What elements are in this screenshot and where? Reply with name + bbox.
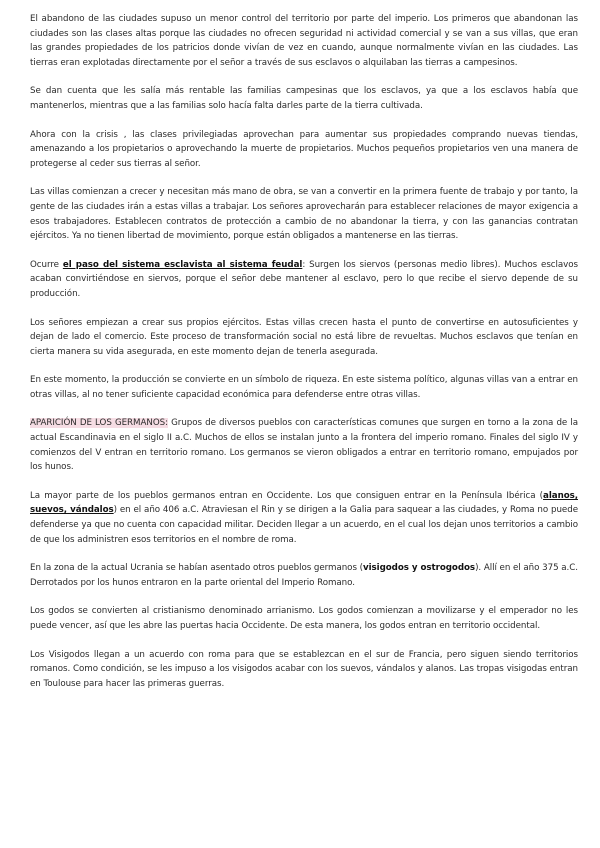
paragraph-text: Los godos se convierten al cristianismo denominado arrianismo. Los godos comienzan a movilizarse y el emperador no les puede vencer, así que les abre las puertas hacia Occidente. De esta manera, los godos entran en territorio occidental. [30, 606, 578, 631]
key-term-godos: visigodos y ostrogodos [362, 563, 476, 574]
paragraph-visigodos [30, 648, 578, 692]
paragraph-riqueza [30, 373, 578, 402]
paragraph-text: Ahora con la crisis , las clases privilegiadas aprovechan para aumentar sus propiedades comprando nuevas tiendas, amenazando a los propietarios o aprovechando la muerte de propietarios. Muchos pequeños propietarios ven una manera de protegerse al ceder sus tierras al señor. [30, 129, 578, 169]
paragraph-text-pre: En la zona de la actual Ucrania se habían asentado otros pueblos germanos ( [30, 563, 363, 574]
paragraph-text: En este momento, la producción se convierte en un símbolo de riqueza. En este sistema político, algunas villas van a entrar en otras villas, al no tener suficiente capacidad económica para defenderse entre otras villas. [30, 375, 578, 400]
paragraph-text-post: : Surgen los siervos (personas medio libres). Muchos esclavos acaban convirtiéndose en siervos, porque el señor debe mantener al esclavo, pero lo que recibe el siervo depende de su producción. [30, 259, 578, 299]
paragraph-text-post: ) en el año 406 a.C. Atraviesan el Rin y se dirigen a la Galia para saquear a las ciudades, y Roma no puede defenderse ya que no cuenta con capacidad militar. Deciden llegar a un acuerdo, en el cual los dejan unos territorios a cambio de que los administren esos territorios en el nombre de roma. [30, 505, 578, 545]
paragraph-text: El abandono de las ciudades supuso un menor control del territorio por parte del imperio. Los primeros que abandonan las ciudades son las clases altas porque las ciudades no ofrecen seguridad ni actividad comercial y se van a sus villas, que eran las grandes propiedades de los patricios donde vivían de vez en cuando, aunque normalmente vivían en las ciudades. Las tierras eran explotadas directamente por el señor a través de sus esclavos o alquilaban las tierras a campesinos. [30, 14, 578, 68]
paragraph-germanos [30, 416, 578, 474]
section-heading-germanos: APARICIÓN DE LOS GERMANOS: [30, 418, 168, 429]
paragraph-ucrania [30, 561, 578, 590]
paragraph-occidente [30, 489, 578, 547]
paragraph-villas [30, 185, 578, 243]
paragraph-text: Los señores empiezan a crear sus propios ejércitos. Estas villas crecen hasta el punto de convertirse en autosuficientes y dejan de lado el comercio. Este proceso de transformación social no está libre de revueltas. Muchos esclavos que tenían en cierta manera su vida asegurada, en este momento dejan de tenerla asegurada. [30, 317, 578, 357]
paragraph-text: Las villas comienzan a crecer y necesitan más mano de obra, se van a convertir en la primera fuente de trabajo y por tanto, la gente de las ciudades irán a estas villas a trabajar. Los señores aprovecharán para establecer relaciones de mayor exigencia a esos trabajadores. Establecen contratos de protección a cambio de no abandonar la tierra, y con las ganancias contratan ejércitos. Ya no tienen libertad de movimiento, porque están obligados a mantenerse en las tierras. [30, 187, 578, 242]
paragraph-text-post: ). Allí en el año 375 a.C. Derrotados por los hunos entraron en la parte oriental del Imperio Romano. [30, 563, 578, 588]
paragraph-sistema-feudal [30, 258, 578, 302]
paragraph-text-post: Grupos de diversos pueblos con características comunes que surgen en torno a la zona de la actual Escandinavia en el siglo II a.C. Muchos de ellos se instalan junto a la frontera del imperio romano. Finales del siglo IV y comienzos del V entran en territorio romano. Los germanos se vieron obligados a entrar en territorio romano, empujados por los hunos. [30, 418, 578, 473]
paragraph-crisis [30, 128, 578, 172]
paragraph-familias-campesinas [30, 84, 578, 113]
paragraph-ejercitos [30, 316, 578, 360]
paragraph-arrianismo [30, 604, 578, 633]
key-term-pueblos: alanos, suevos, vándalos [30, 490, 578, 516]
paragraph-text-pre: La mayor parte de los pueblos germanos entran en Occidente. Los que consiguen entrar en la Península Ibérica ( [30, 490, 544, 501]
paragraph-abandono-ciudades [30, 12, 578, 70]
paragraph-text: Se dan cuenta que les salía más rentable las familias campesinas que los esclavos, ya que a los esclavos había que mantenerlos, mientras que a las familias solo hacía falta darles parte de la tierra cultivada. [30, 86, 578, 111]
paragraph-text-pre: Ocurre [30, 259, 63, 270]
paragraph-text: Los Visigodos llegan a un acuerdo con roma para que se establezcan en el sur de Francia, pero siguen siendo territorios romanos. Como condición, se les impuso a los visigodos acabar con los suevos, vándalos y alanos. Las tropas visigodas entran en Toulouse para hacer las primeras guerras. [30, 649, 578, 689]
key-term-sistema-feudal: el paso del sistema esclavista al sistema feudal [62, 259, 303, 270]
